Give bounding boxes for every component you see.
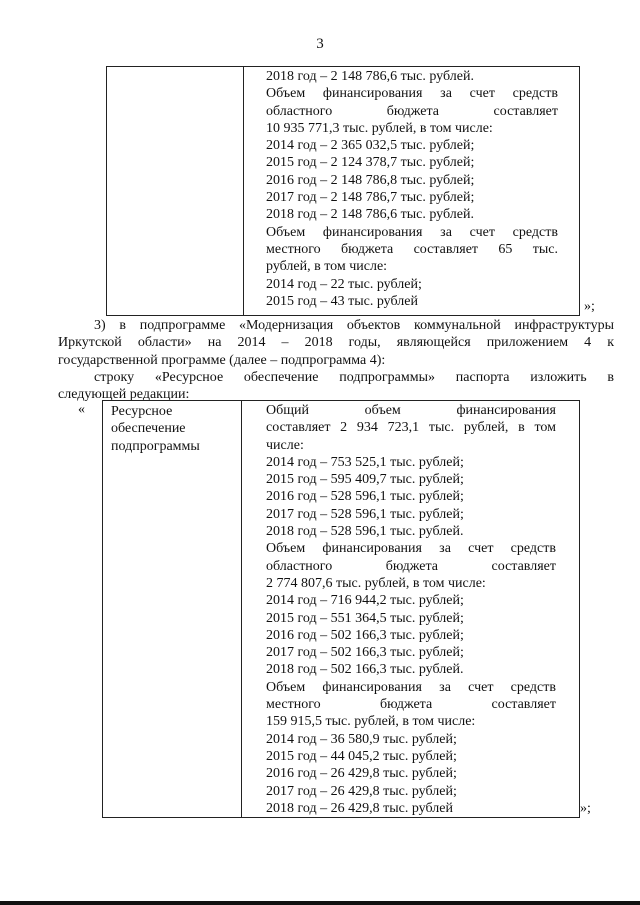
label-cell — [111, 403, 235, 455]
amendment-paragraph — [58, 317, 614, 369]
paragraph-line: государственной программе (далее – подпрограмма 4): — [58, 352, 386, 368]
financing-line: 159 915,5 тыс. рублей, в том числе: — [266, 714, 476, 730]
financing-line: местного бюджета составляет 65 тыс. — [266, 241, 558, 257]
financing-line: Объем финансирования за счет средств — [266, 541, 556, 557]
financing-line: Объем финансирования за счет средств — [266, 86, 558, 102]
financing-line: Объем финансирования за счет средств — [266, 679, 556, 695]
financing-line: 10 935 771,3 тыс. рублей, в том числе: — [266, 120, 493, 136]
financing-line: 2014 год – 2 365 032,5 тыс. рублей; — [266, 138, 475, 154]
financing-line: 2015 год – 2 124 378,7 тыс. рублей; — [266, 155, 475, 171]
financing-cell — [266, 68, 558, 310]
financing-line: 2017 год – 2 148 786,7 тыс. рублей; — [266, 190, 475, 206]
financing-line: 2014 год – 36 580,9 тыс. рублей; — [266, 731, 457, 747]
instruction-paragraph — [58, 369, 614, 404]
financing-line: местного бюджета составляет — [266, 697, 556, 713]
page-number: 3 — [316, 36, 324, 52]
paragraph-line: строку «Ресурсное обеспечение подпрограммы» паспорта изложить в — [94, 370, 614, 385]
financing-line: 2015 год – 43 тыс. рублей — [266, 293, 418, 309]
paragraph-line: 3) в подпрограмме «Модернизация объектов коммунальной инфраструктуры — [94, 318, 614, 333]
financing-line: 2017 год – 26 429,8 тыс. рублей; — [266, 783, 457, 799]
financing-line: 2018 год – 2 148 786,6 тыс. рублей. — [266, 69, 474, 84]
financing-line: 2014 год – 753 525,1 тыс. рублей; — [266, 454, 464, 470]
financing-line: 2016 год – 2 148 786,8 тыс. рублей; — [266, 172, 475, 188]
opening-quote-mark: « — [78, 402, 85, 417]
table-divider — [243, 67, 244, 315]
financing-line: рублей, в том числе: — [266, 259, 388, 275]
closing-quote-mark: »; — [580, 801, 591, 816]
financing-line: 2015 год – 44 045,2 тыс. рублей; — [266, 748, 457, 764]
financing-line: 2015 год – 595 409,7 тыс. рублей; — [266, 472, 464, 488]
financing-line: 2018 год – 528 596,1 тыс. рублей. — [266, 524, 464, 540]
financing-line: 2014 год – 22 тыс. рублей; — [266, 276, 422, 292]
resource-table-new — [102, 400, 580, 818]
financing-line: 2016 год – 528 596,1 тыс. рублей; — [266, 489, 464, 505]
financing-line: 2017 год – 528 596,1 тыс. рублей; — [266, 506, 464, 522]
paragraph-line: Иркутской области» на 2014 – 2018 годы, являющейся приложением 4 к — [58, 335, 614, 351]
closing-quote-mark: »; — [584, 299, 595, 314]
financing-line: 2018 год – 26 429,8 тыс. рублей — [266, 800, 453, 816]
financing-line: областного бюджета составляет — [266, 103, 558, 119]
label-line: Ресурсное — [111, 404, 173, 419]
financing-line: 2 774 807,6 тыс. рублей, в том числе: — [266, 575, 486, 591]
financing-line: 2015 год – 551 364,5 тыс. рублей; — [266, 610, 464, 626]
financing-line: Объем финансирования за счет средств — [266, 224, 558, 240]
financing-line: числе: — [266, 437, 304, 453]
financing-line: Общий объем финансирования — [266, 403, 556, 418]
financing-line: 2018 год – 2 148 786,6 тыс. рублей. — [266, 207, 474, 223]
financing-line: 2017 год – 502 166,3 тыс. рублей; — [266, 645, 464, 661]
financing-line: 2018 год – 502 166,3 тыс. рублей. — [266, 662, 464, 678]
financing-cell — [266, 402, 556, 817]
paragraph-line: следующей редакции: — [58, 387, 190, 403]
table-divider — [241, 401, 242, 817]
scan-edge — [0, 901, 640, 905]
financing-line: 2014 год – 716 944,2 тыс. рублей; — [266, 593, 464, 609]
financing-line: 2016 год – 26 429,8 тыс. рублей; — [266, 766, 457, 782]
resource-table-continuation — [106, 66, 580, 316]
financing-line: областного бюджета составляет — [266, 558, 556, 574]
label-line: обеспечение — [111, 421, 186, 437]
financing-line: составляет 2 934 723,1 тыс. рублей, в том — [266, 420, 556, 436]
financing-line: 2016 год – 502 166,3 тыс. рублей; — [266, 627, 464, 643]
label-line: подпрограммы — [111, 438, 200, 454]
